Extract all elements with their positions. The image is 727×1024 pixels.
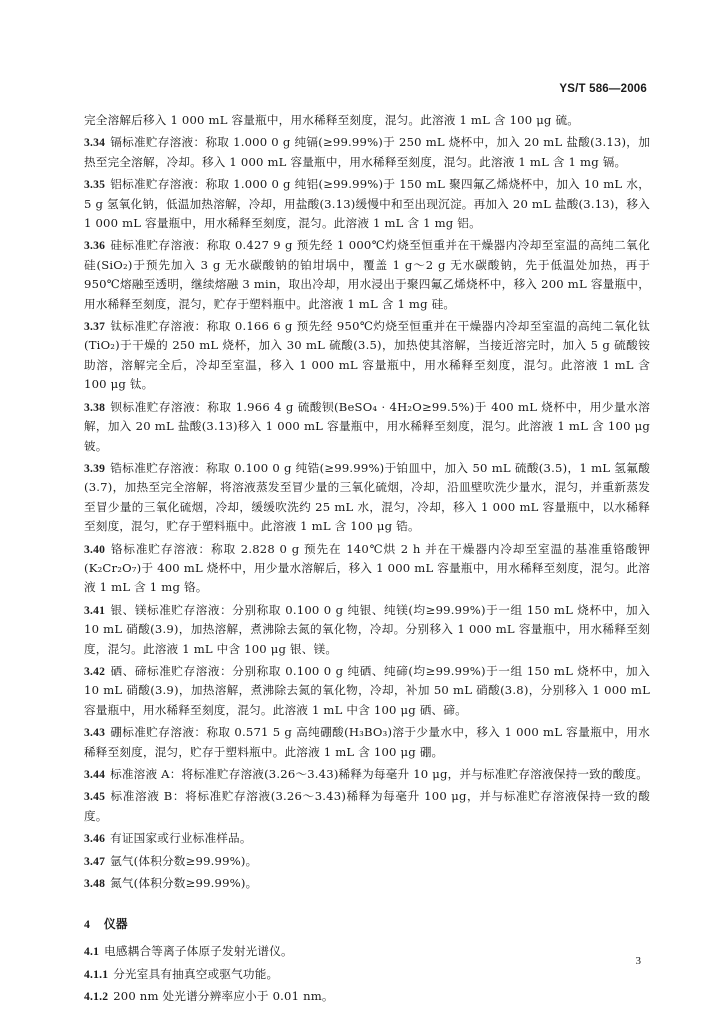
clause-text: 铬标准贮存溶液：称取 2.828 0 g 预先在 140℃烘 2 h 并在干燥器内冷却至室温的基准重铬酸钾(K₂Cr₂O₇)于 400 mL 烧杯中，用少量水溶解后，移入 1 000 mL 容量瓶中，用水稀释至刻度，混匀。此溶液 1 mL 含 1 mg 铬。	[84, 541, 650, 595]
clause-text: 氮气(体积分数≥99.99%)。	[110, 876, 258, 891]
clause-text: 锆标准贮存溶液：称取 0.100 0 g 纯锆(≥99.99%)于铂皿中，加入 50 mL 硫酸(3.5)，1 mL 氢氟酸(3.7)，加热至完全溶解，将溶液蒸发至冒少量的三氧化硫烟，冷却，沿皿壁吹洗少量水，混匀，并重新蒸发至冒少量的三氧化硫烟，冷却，缓缓吹洗约 25 mL 水，混匀，冷却，移入 1 000 mL 容量瓶中，以水稀释至刻度，混匀，贮存于塑料瓶中。此溶液 1 mL 含 100 μg 锆。	[84, 460, 650, 534]
section-title: 仪器	[103, 917, 128, 932]
clause-paragraph	[84, 852, 650, 871]
clause-paragraph	[84, 787, 650, 826]
clause-number: 3.36	[84, 239, 106, 253]
paragraph-list	[84, 111, 650, 893]
clause-paragraph	[84, 459, 650, 537]
clause-number: 3.46	[84, 832, 106, 846]
clause-paragraph	[84, 987, 650, 1006]
clause-text: 分光室具有抽真空或驱气功能。	[113, 966, 279, 981]
clause-number: 3.35	[84, 178, 106, 192]
clause-text: 200 nm 处光谱分辨率应小于 0.01 nm。	[113, 989, 334, 1004]
clause-number: 4.1	[84, 945, 100, 959]
clause-paragraph	[84, 133, 650, 172]
clause-text: 氩气(体积分数≥99.99%)。	[110, 853, 258, 868]
clause-text: 标准溶液 B：将标准贮存溶液(3.26～3.43)稀释为每毫升 100 μg，并与标准贮存溶液保持一致的酸度。	[84, 789, 650, 823]
clause-paragraph	[84, 942, 650, 961]
clause-paragraph	[84, 540, 650, 598]
clause-paragraph	[84, 765, 650, 784]
clause-text: 硼标准贮存溶液：称取 0.571 5 g 高纯硼酸(H₃BO₃)溶于少量水中，移入 1 000 mL 容量瓶中，用水稀释至刻度，混匀，贮存于塑料瓶中。此溶液 1 mL 含 100 μg 硼。	[84, 725, 650, 759]
section-heading	[84, 915, 650, 932]
clause-text: 钛标准贮存溶液：称取 0.166 6 g 预先经 950℃灼烧至恒重并在干燥器内冷却至室温的高纯二氧化钛(TiO₂)于干燥的 250 mL 烧杯，加入 30 mL 硫酸(3.5)，加热使其溶解，当接近溶完时，加入 5 g 硫酸铵助溶，溶解完全后，冷却至室温，移入 1 000 mL 容量瓶中，用水稀释至刻度，混匀。此溶液 1 mL 含 100 μg 钛。	[84, 319, 650, 392]
clause-number: 3.45	[84, 790, 106, 804]
clause-number: 3.47	[84, 854, 106, 868]
clause-paragraph	[84, 965, 650, 984]
clause-number: 3.34	[84, 136, 106, 150]
clause-number: 4.1.2	[84, 990, 109, 1004]
section-item-list	[84, 942, 650, 1006]
clause-text: 完全溶解后移入 1 000 mL 容量瓶中，用水稀释至刻度，混匀。此溶液 1 mL 含 100 μg 硫。	[84, 113, 580, 127]
clause-text: 铝标准贮存溶液：称取 1.000 0 g 纯铝(≥99.99%)于 150 mL 聚四氟乙烯烧杯中，加入 10 mL 水，5 g 氢氧化钠，低温加热溶解，冷却，用盐酸(3.13)缓慢中和至出现沉淀。再加入 20 mL 盐酸(3.13)，移入 1 000 mL 容量瓶中，用水稀释至刻度，混匀。此溶液 1 mL 含 1 mg 铝。	[84, 177, 650, 231]
clause-number: 3.42	[84, 664, 106, 678]
clause-text: 标准溶液 A：将标准贮存溶液(3.26～3.43)稀释为每毫升 10 μg，并与标准贮存溶液保持一致的酸度。	[110, 767, 649, 781]
clause-text: 硅标准贮存溶液：称取 0.427 9 g 预先经 1 000℃灼烧至恒重并在干燥器内冷却至室温的高纯二氧化硅(SiO₂)于预先加入 3 g 无水碳酸钠的铂坩埚中，覆盖 1 g～2 g 无水碳酸钠，先于低温处加热，再于 950℃熔融至透明，继续熔融 3 min，取出冷却，用水浸出于聚四氟乙烯烧杯中，移入 200 mL 容量瓶中，用水稀释至刻度，混匀，贮存于塑料瓶中。此溶液 1 mL 含 1 mg 硅。	[84, 238, 650, 311]
clause-number: 3.40	[84, 542, 106, 556]
clause-number: 3.39	[84, 461, 106, 475]
clause-paragraph	[84, 874, 650, 893]
clause-paragraph	[84, 317, 650, 395]
section-number: 4	[84, 917, 90, 932]
clause-number: 3.44	[84, 768, 106, 781]
clause-number: 4.1.1	[84, 967, 109, 981]
clause-text: 硒、碲标准贮存溶液：分别称取 0.100 0 g 纯硒、纯碲(均≥99.99%)于一组 150 mL 烧杯中，加入 10 mL 硝酸(3.9)，加热溶解，煮沸除去氮的氧化物，冷却，补加 50 mL 硝酸(3.8)，分别移入 1 000 mL 容量瓶中，用水稀释至刻度，混匀。此溶液 1 mL 中含 100 μg 硒、碲。	[84, 663, 650, 717]
clause-paragraph	[84, 723, 650, 762]
clause-text: 银、镁标准贮存溶液：分别称取 0.100 0 g 纯银、纯镁(均≥99.99%)于一组 150 mL 烧杯中，加入 10 mL 硝酸(3.9)，加热溶解，煮沸除去氮的氧化物，冷却。分别移入 1 000 mL 容量瓶中，用水稀释至刻度，混匀。此溶液 1 mL 中含 100 μg 银、镁。	[84, 602, 650, 656]
clause-paragraph	[84, 829, 650, 848]
clause-text: 电感耦合等离子体原子发射光谱仪。	[104, 944, 293, 959]
page-number: 3	[635, 955, 641, 967]
clause-paragraph	[84, 662, 650, 720]
clause-number: 3.43	[84, 726, 106, 740]
clause-number: 3.37	[84, 320, 106, 334]
clause-number: 3.41	[84, 603, 106, 617]
clause-number: 3.48	[84, 877, 106, 891]
clause-paragraph	[84, 111, 650, 130]
clause-paragraph	[84, 601, 650, 659]
clause-text: 有证国家或行业标准样品。	[110, 831, 252, 846]
page-content	[84, 111, 650, 1010]
document-header: YS/T 586—2006	[559, 83, 647, 95]
clause-paragraph	[84, 175, 650, 233]
clause-number: 3.38	[84, 400, 106, 414]
clause-paragraph	[84, 398, 650, 456]
clause-paragraph	[84, 236, 650, 314]
clause-text: 镉标准贮存溶液：称取 1.000 0 g 纯镉(≥99.99%)于 250 mL 烧杯中，加入 20 mL 盐酸(3.13)，加热至完全溶解，冷却。移入 1 000 mL 容量瓶中，用水稀释至刻度，混匀。此溶液 1 mL 含 1 mg 镉。	[84, 135, 650, 169]
clause-text: 钡标准贮存溶液：称取 1.966 4 g 硫酸钡(BeSO₄ · 4H₂O≥99.5%)于 400 mL 烧杯中，用少量水溶解，加入 20 mL 盐酸(3.13)移入 1 000 mL 容量瓶中，用水稀释至刻度，混匀。此溶液 1 mL 含 100 μg 铍。	[84, 399, 650, 453]
